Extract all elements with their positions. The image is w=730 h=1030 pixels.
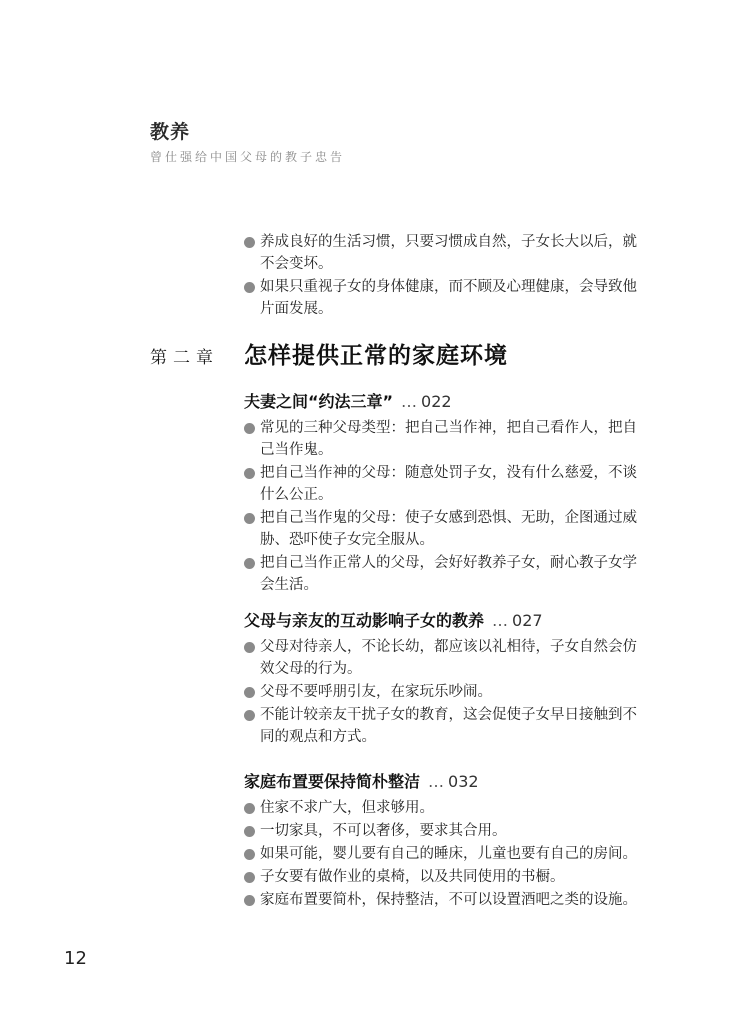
chapter-title: 怎样提供正常的家庭环境 (244, 342, 508, 369)
bullet-text: 如果只重视子女的身体健康，而不顾及心理健康，会导致他片面发展。 (260, 279, 637, 317)
running-header (150, 120, 345, 165)
list-item (244, 507, 646, 551)
chapter-label: 第二章 (150, 348, 219, 368)
book-title: 教养 (150, 121, 191, 143)
bullet-text: 家庭布置要简朴，保持整洁，不可以设置酒吧之类的设施。 (260, 892, 637, 908)
bullet-dot-icon (244, 687, 255, 698)
section-2 (244, 609, 646, 748)
bullet-text: 子女要有做作业的桌椅，以及共同使用的书橱。 (260, 869, 565, 885)
list-item (244, 866, 646, 888)
bullet-text: 如果可能，婴儿要有自己的睡床，儿童也要有自己的房间。 (260, 846, 637, 862)
list-item (244, 231, 646, 275)
section-title: 夫妻之间“约法三章” (244, 392, 394, 411)
bullet-dot-icon (244, 423, 255, 434)
list-item (244, 462, 646, 506)
section-3 (244, 770, 646, 911)
bullet-text: 一切家具，不可以奢侈，要求其合用。 (260, 823, 507, 839)
list-item (244, 276, 646, 320)
list-item (244, 843, 646, 865)
bullet-dot-icon (244, 710, 255, 721)
section-title: 家庭布置要保持简朴整洁 (244, 772, 421, 791)
bullet-text: 不能计较亲友干扰子女的教育，这会促使子女早日接触到不同的观点和方式。 (260, 707, 637, 745)
list-item (244, 681, 646, 703)
leader-dots: … (401, 392, 418, 411)
bullet-dot-icon (244, 895, 255, 906)
section-page-ref: 032 (448, 772, 479, 791)
bullet-text: 养成良好的生活习惯，只要习惯成自然，子女长大以后，就不会变坏。 (260, 234, 637, 272)
section-title: 父母与亲友的互动影响子女的教养 (244, 611, 485, 630)
section-title-row (244, 390, 646, 414)
section-title-row (244, 609, 646, 633)
bullet-dot-icon (244, 642, 255, 653)
section-page-ref: 027 (512, 611, 543, 630)
section-page-ref: 022 (421, 392, 452, 411)
bullet-dot-icon (244, 872, 255, 883)
book-subtitle: 曾仕强给中国父母的教子忠告 (150, 150, 346, 164)
list-item (244, 704, 646, 748)
bullet-text: 把自己当作正常人的父母，会好好教养子女，耐心教子女学会生活。 (260, 555, 637, 593)
bullet-dot-icon (244, 282, 255, 293)
intro-bullet-list (244, 231, 646, 320)
bullet-dot-icon (244, 558, 255, 569)
list-item (244, 417, 646, 461)
bullet-text: 常见的三种父母类型：把自己当作神，把自己看作人，把自己当作鬼。 (260, 420, 637, 458)
list-item (244, 552, 646, 596)
bullet-dot-icon (244, 803, 255, 814)
list-item (244, 636, 646, 680)
list-item (244, 889, 646, 911)
chapter-heading (150, 337, 650, 371)
bullet-text: 把自己当作神的父母：随意处罚子女，没有什么慈爱，不谈什么公正。 (260, 465, 637, 503)
bullet-text: 住家不求广大，但求够用。 (260, 800, 434, 816)
bullet-dot-icon (244, 237, 255, 248)
bullet-text: 父母对待亲人，不论长幼，都应该以礼相待，子女自然会仿效父母的行为。 (260, 639, 637, 677)
section-1 (244, 390, 646, 596)
leader-dots: … (428, 772, 445, 791)
leader-dots: … (492, 611, 509, 630)
section-title-row (244, 770, 646, 794)
bullet-dot-icon (244, 468, 255, 479)
bullet-dot-icon (244, 826, 255, 837)
list-item (244, 820, 646, 842)
bullet-dot-icon (244, 513, 255, 524)
page-number: 12 (64, 948, 87, 969)
bullet-text: 把自己当作鬼的父母：使子女感到恐惧、无助，企图通过威胁、恐吓使子女完全服从。 (260, 510, 637, 548)
bullet-dot-icon (244, 849, 255, 860)
list-item (244, 797, 646, 819)
bullet-text: 父母不要呼朋引友，在家玩乐吵闹。 (260, 684, 492, 700)
